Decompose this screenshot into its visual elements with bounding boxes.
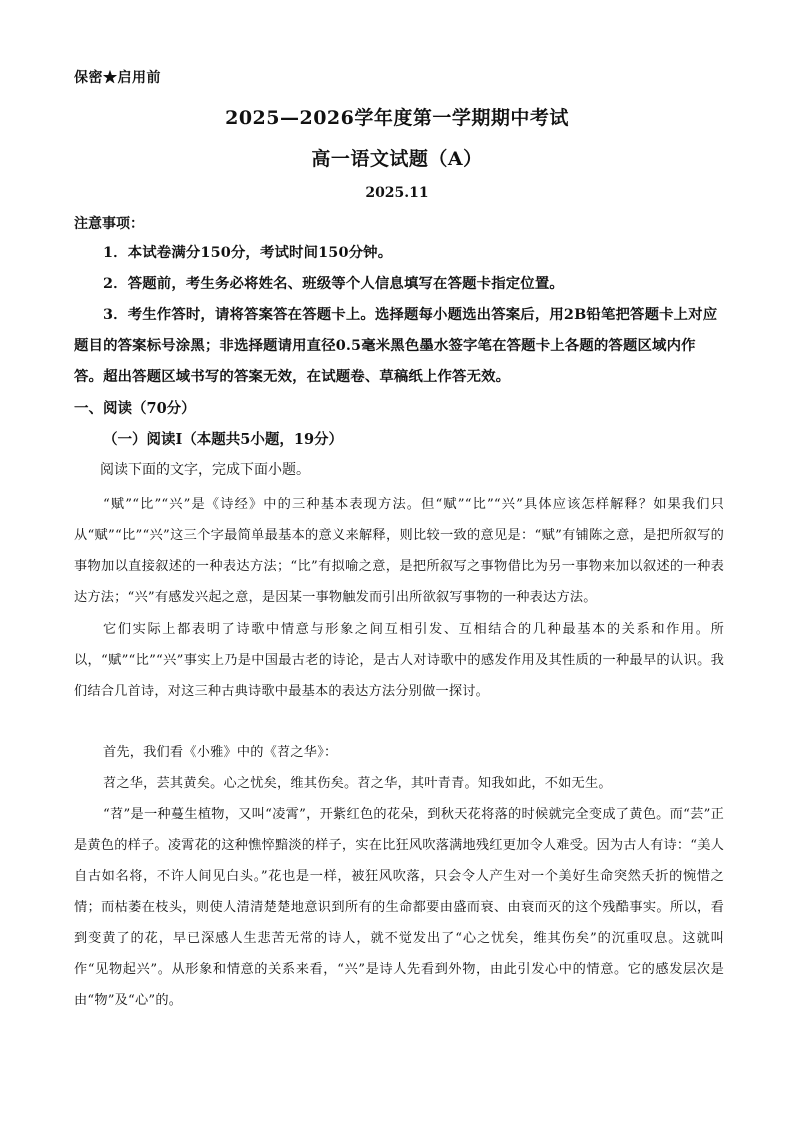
passage-paragraph: “赋”“比”“兴”是《诗经》中的三种基本表现方法。但“赋”“比”“兴”具体应该怎样解释？如果我们只从“赋”“比”“兴”这三个字最简单最基本的意义来解释，则比较一致的意见是：“赋”有铺陈之意，是把所叙写的事物加以直接叙述的一种表达方法；“比”有拟喻之意，是把所叙写之事物借比为另一事物来加以叙述的一种表达方法；“兴”有感发兴起之意，是因某一事物触发而引出所欲叙写事物的一种表达方法。	[74, 497, 724, 605]
poem-quote: 苕之华，芸其黄矣。心之忧矣，维其伤矣。苕之华，其叶青青。知我如此，不如无生。	[103, 776, 612, 791]
confidential-label: 保密★启用前	[74, 70, 161, 86]
passage-paragraph: “苕”是一种蔓生植物，又叫“凌霄”，开紫红色的花朵，到秋天花将落的时候就完全变成了黄色。而“芸”正是黄色的样子。凌霄花的这种憔悴黯淡的样子，实在比狂风吹落满地残红更加令人难受。因为古人有诗：“美人自古如名将，不许人间见白头。”花也是一样，被狂风吹落，只会令人产生对一个美好生命突然夭折的惋惜之情；而枯萎在枝头，则使人清清楚楚地意识到所有的生命都要由盛而衰、由衰而灭的这个残酷事实。所以，看到变黄了的花，早已深感人生悲苦无常的诗人，就不觉发出了“心之忧矣，维其伤矣”的沉重叹息。这就叫作“见物起兴”。从形象和情意的关系来看，“兴”是诗人先看到外物，由此引发心中的情意。它的感发层次是由“物”及“心”的。	[74, 807, 724, 1008]
passage-paragraph: 首先，我们看《小雅》中的《苕之华》：	[103, 745, 338, 760]
notice-item: 1．本试卷满分150分，考试时间150分钟。	[103, 244, 393, 261]
exam-date: 2025.11	[365, 185, 429, 201]
subsection-heading: （一）阅读I（本题共5小题，19分）	[103, 431, 344, 448]
section-heading: 一、阅读（70分）	[74, 400, 196, 417]
reading-instruction: 阅读下面的文字，完成下面小题。	[100, 462, 310, 478]
exam-subtitle: 高一语文试题（A）	[311, 148, 483, 170]
exam-title: 2025—2026学年度第一学期期中考试	[225, 107, 569, 129]
notice-item: 3．考生作答时，请将答案答在答题卡上。选择题每小题选出答案后，用2B铅笔把答题卡上对应题目的答案标号涂黑；非选择题请用直径0.5毫米黑色墨水签字笔在答题卡上各题的答题区域内作答。超出答题区域书写的答案无效，在试题卷、草稿纸上作答无效。	[74, 306, 718, 385]
notice-item: 2．答题前，考生务必将姓名、班级等个人信息填写在答题卡指定位置。	[103, 275, 564, 292]
passage-paragraph: 它们实际上都表明了诗歌中情意与形象之间互相引发、互相结合的几种最基本的关系和作用。所以，“赋”“比”“兴”事实上乃是中国最古老的诗论，是古人对诗歌中的感发作用及其性质的一种最早的认识。我们结合几首诗，对这三种古典诗歌中最基本的表达方法分别做一探讨。	[74, 622, 724, 699]
notice-heading: 注意事项：	[74, 216, 144, 232]
